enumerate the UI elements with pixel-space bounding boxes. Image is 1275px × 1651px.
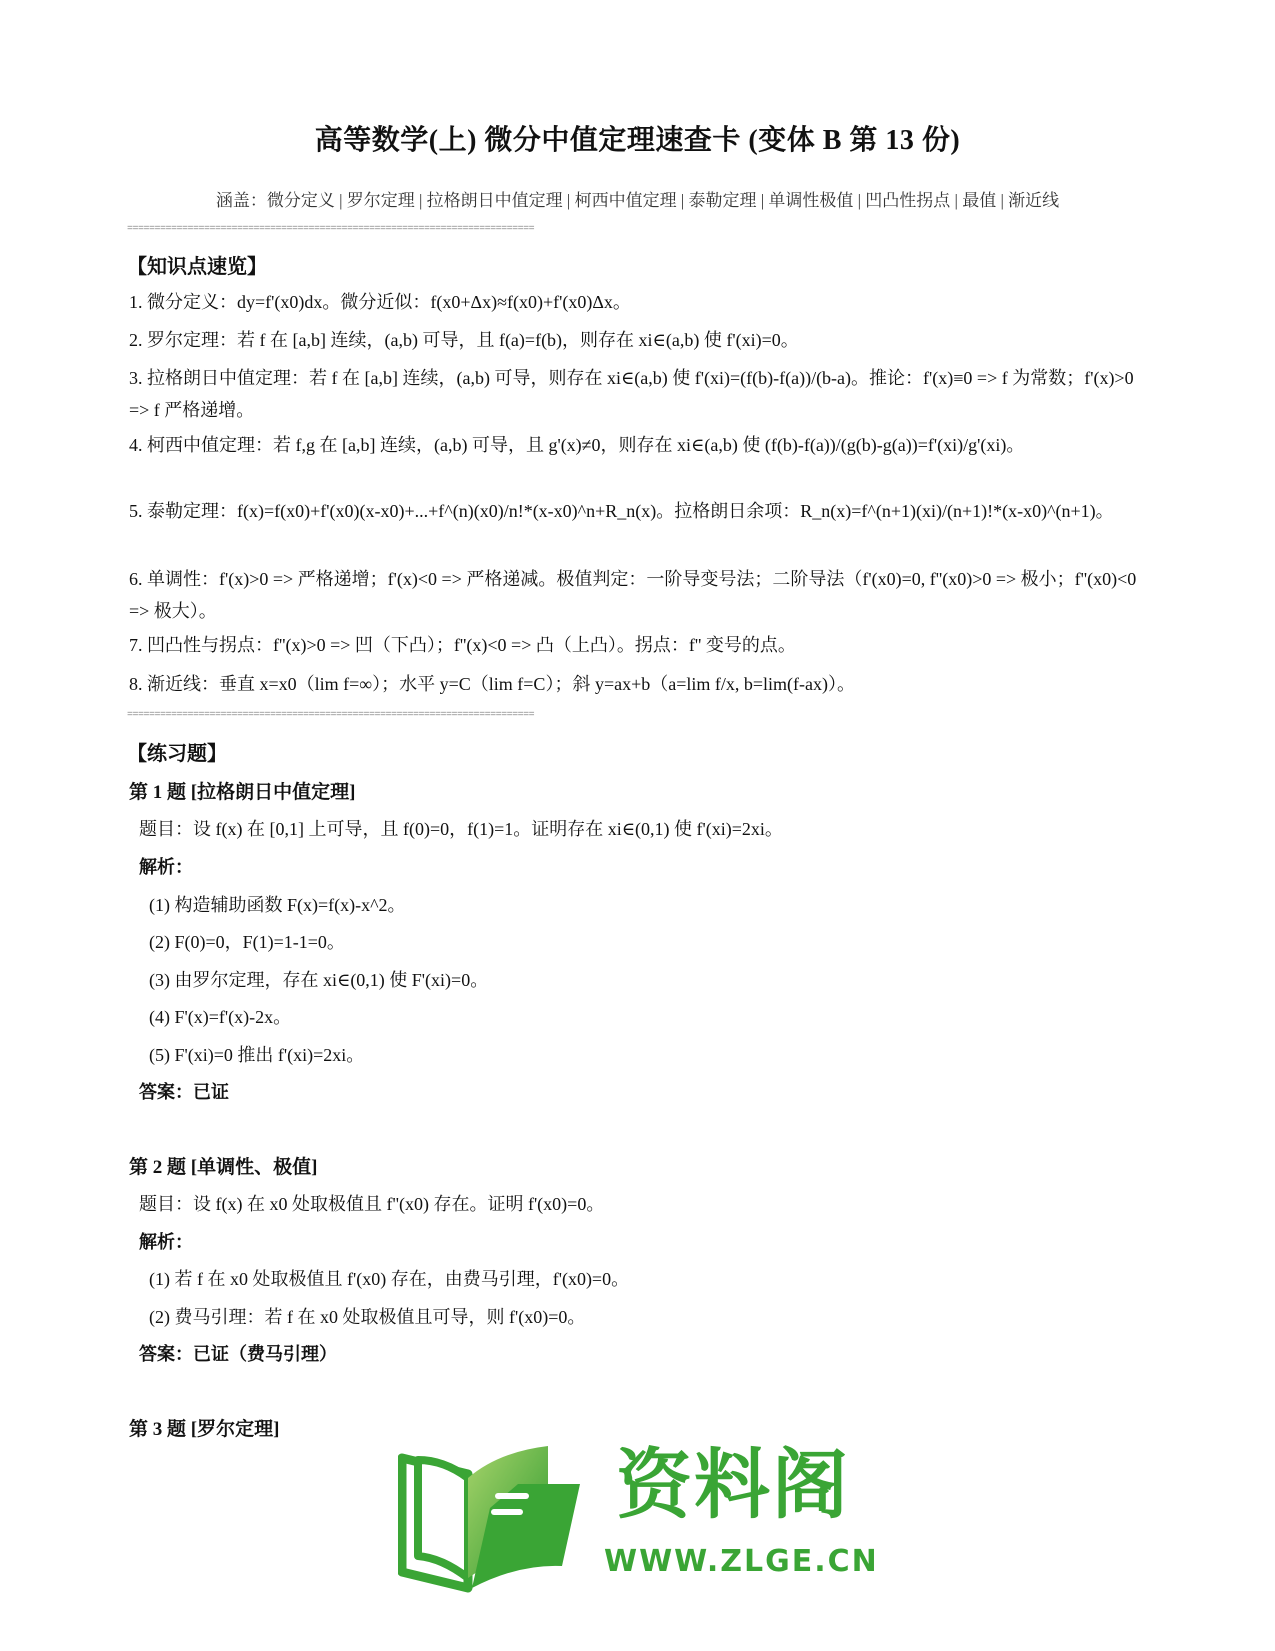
coverage-line: 涵盖：微分定义 | 罗尔定理 | 拉格朗日中值定理 | 柯西中值定理 | 泰勒定理 | 单调性极值 | 凹凸性拐点 | 最值 | 渐近线 xyxy=(215,191,1060,210)
question-2-step-1: (1) 若 f 在 x0 处取极值且 f'(x0) 存在，由费马引理，f'(x0)=0。 xyxy=(149,1269,630,1289)
divider-top: ========================================================================== xyxy=(127,224,535,235)
knowledge-heading: 【知识点速览】 xyxy=(127,256,267,278)
question-1-answer: 答案：已证 xyxy=(139,1082,229,1102)
knowledge-item-1: 1. 微分定义：dy=f'(x0)dx。微分近似：f(x0+Δx)≈f(x0)+f'(x0)Δx。 xyxy=(129,292,631,312)
question-2-analysis-label: 解析： xyxy=(139,1232,193,1252)
question-2-answer: 答案：已证（费马引理） xyxy=(139,1344,337,1364)
book-icon xyxy=(398,1438,598,1598)
question-1-step-1: (1) 构造辅助函数 F(x)=f(x)-x^2。 xyxy=(149,895,406,915)
watermark-logo xyxy=(398,1438,878,1598)
question-1-step-5: (5) F'(xi)=0 推出 f'(xi)=2xi。 xyxy=(149,1045,365,1065)
question-1-analysis-label: 解析： xyxy=(139,857,193,877)
question-1-title: 第 1 题 [拉格朗日中值定理] xyxy=(129,782,356,803)
question-3-title: 第 3 题 [罗尔定理] xyxy=(129,1419,280,1440)
watermark-name: 资料阁 xyxy=(616,1440,850,1529)
knowledge-item-8: 8. 渐近线：垂直 x=x0（lim f=∞）；水平 y=C（lim f=C）；斜 y=ax+b（a=lim f/x, b=lim(f-ax)）。 xyxy=(129,674,855,694)
exercises-heading: 【练习题】 xyxy=(127,743,227,765)
question-1-step-2: (2) F(0)=0，F(1)=1-1=0。 xyxy=(149,932,345,952)
knowledge-item-3: 3. 拉格朗日中值定理：若 f 在 [a,b] 连续，(a,b) 可导，则存在 xi∈(a,b) 使 f'(xi)=(f(b)-f(a))/(b-a)。推论：f'(x)≡0 => f 为常数；f'(x)>0 => f 严格递增。 xyxy=(129,368,1134,420)
divider-middle: ========================================================================== xyxy=(127,710,535,721)
question-1-step-3: (3) 由罗尔定理，存在 xi∈(0,1) 使 F'(xi)=0。 xyxy=(149,970,489,990)
knowledge-item-7: 7. 凹凸性与拐点：f''(x)>0 => 凹（下凸）；f''(x)<0 => 凸（上凸）。拐点：f'' 变号的点。 xyxy=(129,635,796,655)
question-1-text: 题目：设 f(x) 在 [0,1] 上可导，且 f(0)=0，f(1)=1。证明存在 xi∈(0,1) 使 f'(xi)=2xi。 xyxy=(139,819,783,839)
knowledge-item-4: 4. 柯西中值定理：若 f,g 在 [a,b] 连续，(a,b) 可导，且 g'(x)≠0，则存在 xi∈(a,b) 使 (f(b)-f(a))/(g(b)-g(a))=f'(xi)/g'(xi)。 xyxy=(129,435,1025,455)
question-1-step-4: (4) F'(x)=f'(x)-2x。 xyxy=(149,1007,292,1027)
page-title: 高等数学(上) 微分中值定理速查卡 (变体 B 第 13 份) xyxy=(314,125,961,156)
knowledge-item-6: 6. 单调性：f'(x)>0 => 严格递增；f'(x)<0 => 严格递减。极值判定：一阶导变号法；二阶导法（f'(x0)=0, f''(x0)>0 => 极小；f''(x0)<0 => 极大）。 xyxy=(129,569,1137,621)
knowledge-item-5: 5. 泰勒定理：f(x)=f(x0)+f'(x0)(x-x0)+...+f^(n)(x0)/n!*(x-x0)^n+R_n(x)。拉格朗日余项：R_n(x)=f^(n+1)(xi)/(n+1)!*(x-x0)^(n+1)。 xyxy=(129,501,1114,521)
watermark-url: WWW.ZLGE.CN xyxy=(604,1544,879,1579)
question-2-text: 题目：设 f(x) 在 x0 处取极值且 f''(x0) 存在。证明 f'(x0)=0。 xyxy=(139,1194,605,1214)
question-2-step-2: (2) 费马引理：若 f 在 x0 处取极值且可导，则 f'(x0)=0。 xyxy=(149,1307,586,1327)
knowledge-item-2: 2. 罗尔定理：若 f 在 [a,b] 连续，(a,b) 可导，且 f(a)=f(b)，则存在 xi∈(a,b) 使 f'(xi)=0。 xyxy=(129,330,799,350)
question-2-title: 第 2 题 [单调性、极值] xyxy=(129,1157,318,1178)
